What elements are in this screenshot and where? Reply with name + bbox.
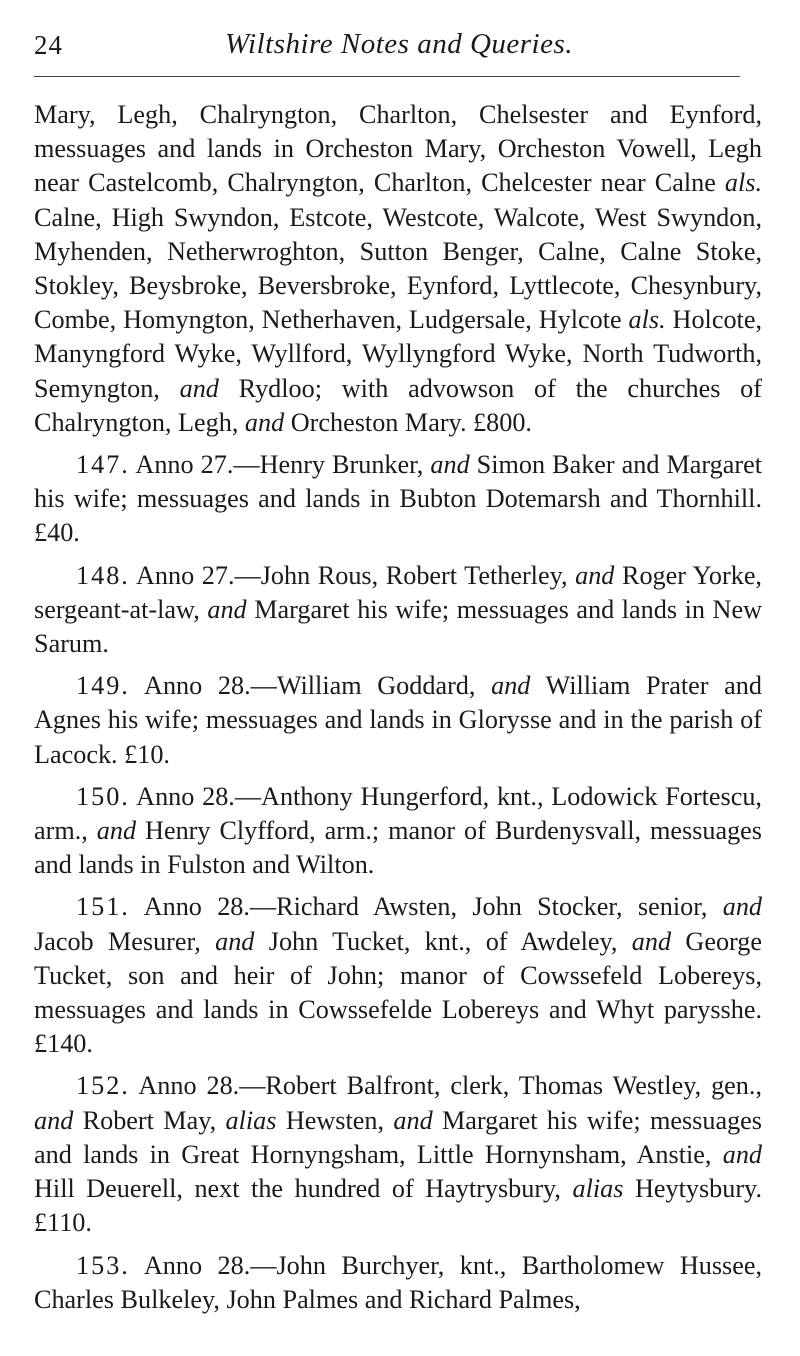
entry-152 <box>34 1069 762 1240</box>
entry-text: Anno 28.—William Goddard, and William Prater and Agnes his wife; messuages and lands in Glorysse and in the parish of Lacock. £10. <box>34 671 762 769</box>
entry-150 <box>34 780 762 883</box>
page-header <box>34 28 764 64</box>
entry-number: 152. <box>76 1071 130 1101</box>
running-title: Wiltshire Notes and Queries. <box>224 28 574 60</box>
entry-text: Anno 28.—Richard Awsten, John Stocker, senior, and Jacob Mesurer, and John Tucket, knt., of Awdeley, and George Tucket, son and heir of John; manor of Cowssefeld Lobereys, messuages and lands in Cowssefelde Lobereys and Whyt parysshe. £140. <box>34 892 763 1059</box>
entry-147 <box>34 448 762 551</box>
entry-149 <box>34 669 762 772</box>
continuation-paragraph: Mary, Legh, Chalryngton, Charlton, Chelsester and Eynford, messuages and lands in Orcheston Mary, Orcheston Vowell, Legh near Castelcomb, Chalryngton, Charlton, Chelcester near Calne als. Calne, High Swyndon, Estcote, Westcote, Walcote, West Swyndon, Myhenden, Netherwroghton, Sutton Benger, Calne, Calne Stoke, Stokley, Beysbroke, Beversbroke, Eynford, Lyttlecote, Chesynbury, Combe, Homyngton, Netherhaven, Ludgersale, Hylcote als. Holcote, Manyngford Wyke, Wyllford, Wyllyngford Wyke, North Tudworth, Semyngton, and Rydloo; with advowson of the churches of Chalryngton, Legh, and Orcheston Mary. £800. <box>34 100 762 437</box>
entry-text: Anno 28.—Anthony Hungerford, knt., Lodowick Fortescu, arm., and Henry Clyfford, arm.; manor of Burdenysvall, messuages and lands in Fulston and Wilton. <box>34 781 762 880</box>
entry-148 <box>34 559 762 662</box>
entry-number: 149. <box>76 671 130 701</box>
entry-number: 150. <box>76 781 130 811</box>
entry-number: 151. <box>76 892 130 922</box>
entry-text: Anno 27.—Henry Brunker, and Simon Baker and Margaret his wife; messuages and lands in Bubton Dotemarsh and Thornhill. £40. <box>34 450 762 548</box>
entry-text: Anno 28.—John Burchyer, knt., Bartholomew Hussee, Charles Bulkeley, John Palmes and Richard Palmes, <box>34 1250 762 1314</box>
entry-153 <box>34 1249 762 1317</box>
entry-number: 147. <box>76 450 130 480</box>
header-rule <box>34 76 740 77</box>
entry-text: Anno 28.—Robert Balfront, clerk, Thomas Westley, gen., and Robert May, alias Hewsten, and Margaret his wife; messuages and lands in Great Hornyngsham, Little Hornynsham, Anstie, and Hill Deuerell, next the hundred of Haytrysbury, alias Heytysbury. £110. <box>34 1071 762 1238</box>
page-number: 24 <box>34 30 63 60</box>
entry-text: Anno 27.—John Rous, Robert Tetherley, and Roger Yorke, sergeant-at-law, and Margaret his wife; messuages and lands in New Sarum. <box>34 560 762 659</box>
entry-151 <box>34 890 762 1061</box>
page-body <box>34 98 762 1325</box>
entry-number: 148. <box>76 560 130 590</box>
entry-number: 153. <box>76 1250 130 1280</box>
